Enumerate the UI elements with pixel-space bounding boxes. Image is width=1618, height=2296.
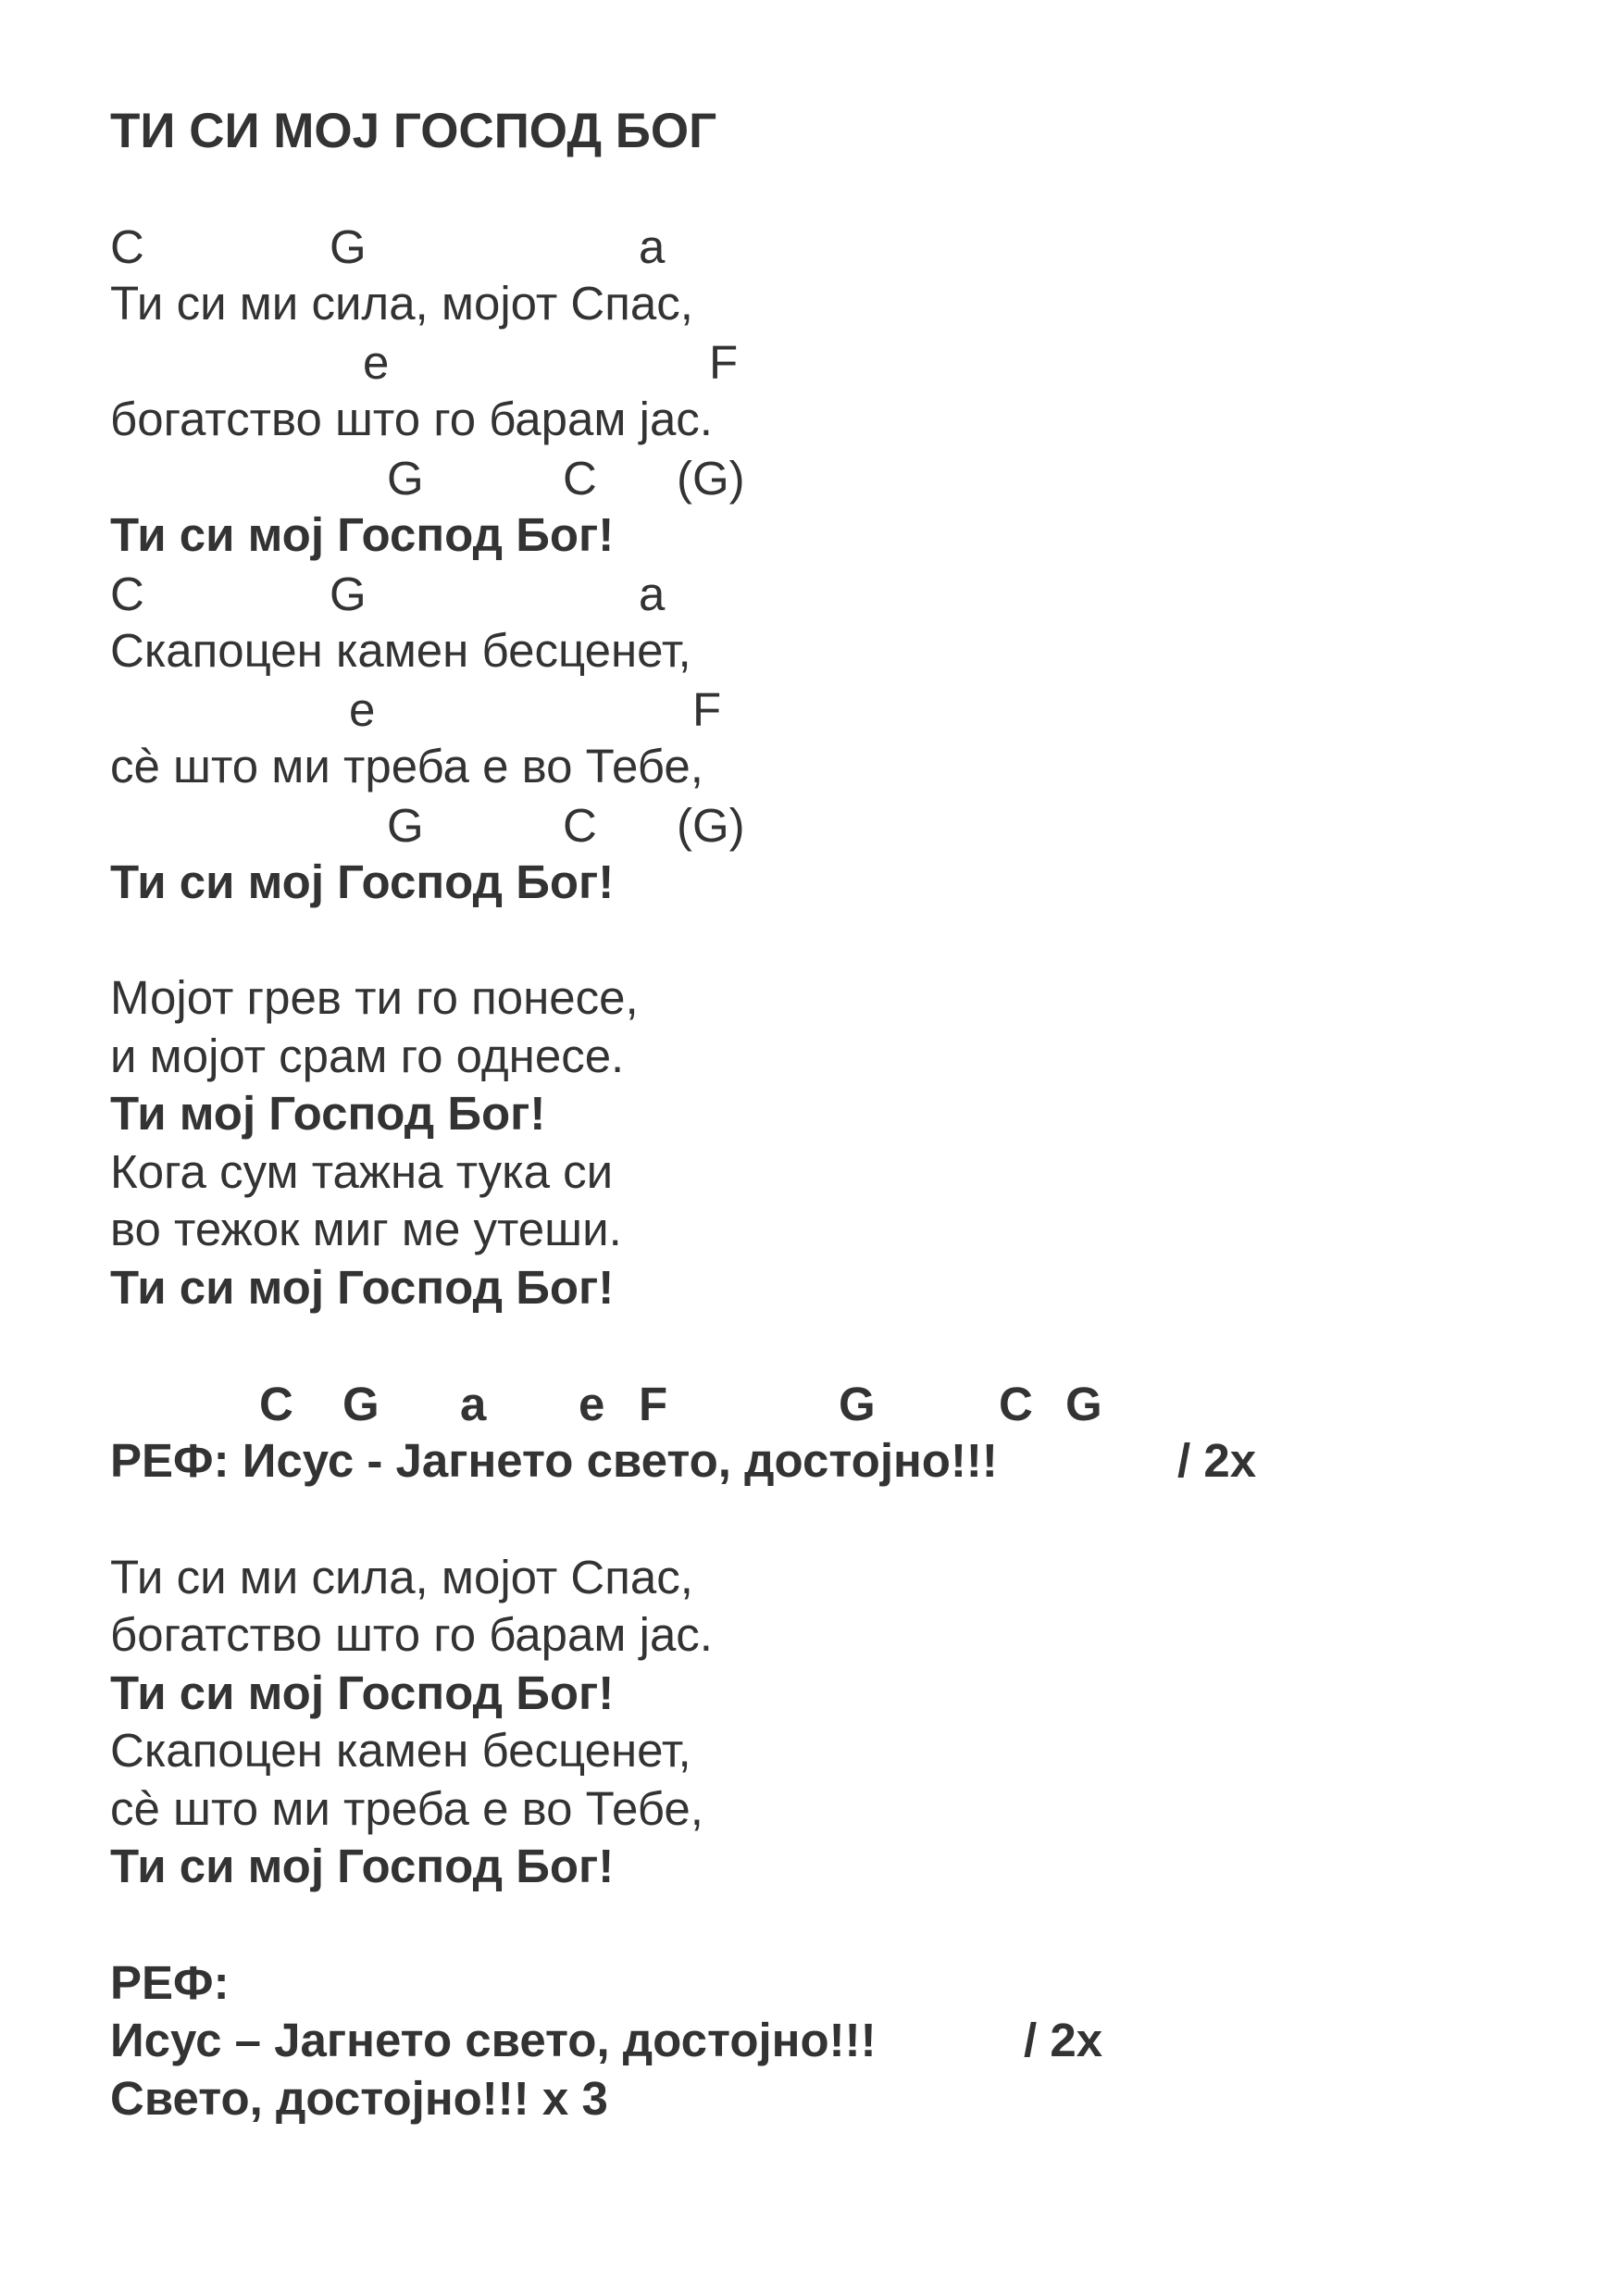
chord: G bbox=[330, 220, 367, 273]
refrain-line: Свето, достојно!!! х 3 bbox=[110, 2072, 608, 2125]
chord: G bbox=[387, 452, 424, 505]
lyric-line-bold: Ти си мој Господ Бог! bbox=[110, 1261, 615, 1314]
refrain-line: РЕФ: Исус - Јагнето свето, достојно!!! bbox=[110, 1434, 998, 1487]
lyric-line: Скапоцен камен бесценет, bbox=[110, 624, 691, 677]
lyric-line-bold: Ти си мој Господ Бог! bbox=[110, 508, 615, 561]
lyric-line: Кога сум тажна тука си bbox=[110, 1145, 614, 1198]
chord: F bbox=[709, 336, 739, 389]
chord: G bbox=[1065, 1378, 1102, 1430]
lyric-line-bold: Ти си мој Господ Бог! bbox=[110, 1840, 615, 1892]
chord: F bbox=[692, 683, 722, 736]
chord: C bbox=[999, 1378, 1033, 1430]
chord: e bbox=[579, 1378, 605, 1430]
lyric-line: богатство што го барам јас. bbox=[110, 393, 713, 445]
lyric-line: во тежок миг ме утеши. bbox=[110, 1203, 622, 1255]
chord: G bbox=[330, 568, 367, 620]
lyric-line: Ти си ми сила, мојот Спас, bbox=[110, 1551, 693, 1603]
chord: C bbox=[110, 568, 144, 620]
chord: C bbox=[259, 1378, 293, 1430]
lyric-line-bold: Ти мој Господ Бог! bbox=[110, 1087, 546, 1140]
chord: G bbox=[839, 1378, 876, 1430]
lyric-line: богатство што го барам јас. bbox=[110, 1608, 713, 1661]
chord: (G) bbox=[677, 799, 745, 852]
refrain-line: Исус – Јагнето свето, достојно!!! bbox=[110, 2014, 877, 2066]
chord: C bbox=[563, 452, 597, 505]
chord: G bbox=[342, 1378, 380, 1430]
chord: C bbox=[563, 799, 597, 852]
lyric-line-bold: Ти си мој Господ Бог! bbox=[110, 855, 615, 908]
refrain-label: РЕФ: bbox=[110, 1956, 230, 2009]
chord: a bbox=[460, 1378, 487, 1430]
lyric-line-bold: Ти си мој Господ Бог! bbox=[110, 1666, 615, 1719]
chord: (G) bbox=[677, 452, 745, 505]
chord: e bbox=[363, 336, 390, 389]
lyric-line: Ти си ми сила, мојот Спас, bbox=[110, 277, 693, 330]
chord: C bbox=[110, 220, 144, 273]
repeat-marker: / 2x bbox=[1024, 2014, 1103, 2066]
song-title: ТИ СИ МОЈ ГОСПОД БОГ bbox=[110, 104, 717, 158]
lyric-line: Скапоцен камен бесценет, bbox=[110, 1724, 691, 1777]
lyric-line: и мојот срам го однесе. bbox=[110, 1029, 625, 1082]
lyric-line: сè што ми треба е во Тебе, bbox=[110, 740, 703, 792]
chord: e bbox=[349, 683, 376, 736]
chord: G bbox=[387, 799, 424, 852]
lyric-line: Мојот грев ти го понесе, bbox=[110, 971, 639, 1024]
chord: a bbox=[639, 220, 666, 273]
chord: F bbox=[639, 1378, 668, 1430]
repeat-marker: / 2x bbox=[1177, 1434, 1257, 1487]
lyric-line: сè што ми треба е во Тебе, bbox=[110, 1782, 703, 1835]
chord: a bbox=[639, 568, 666, 620]
